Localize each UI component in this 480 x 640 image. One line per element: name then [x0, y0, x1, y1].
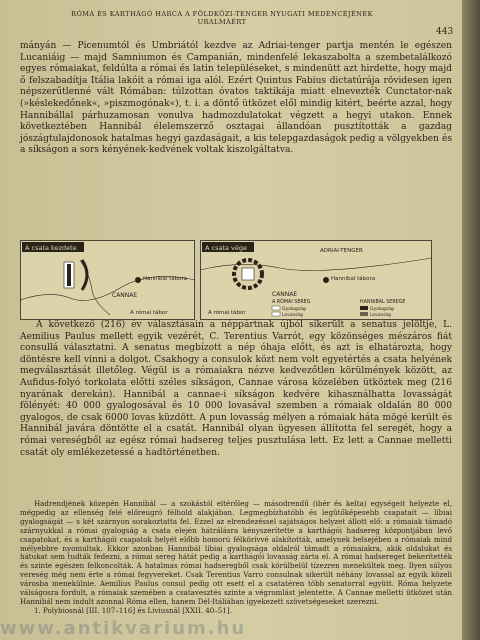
battle-start-map [20, 240, 195, 320]
map-left-label-camp: Hannibal tábora [143, 276, 188, 282]
legend-roman-infantry: Gyalogság [282, 307, 306, 312]
map-right-label-cannae: CANNAE [272, 291, 298, 298]
header-line-2: URALMÁÉRT [197, 18, 247, 26]
legend-hannibal-title: HANNIBAL SEREGE [360, 300, 406, 305]
map-left-label-roman-camp: A római tábor [130, 310, 168, 316]
map-right-title: A csata vége [205, 244, 248, 252]
running-header [52, 10, 392, 26]
map-left-label-cannae: CANNAE [112, 292, 138, 299]
legend-hannibal-cavalry: Lovasság [370, 313, 391, 318]
citation-footnote: 1. Polybiosnál [III. 107–116] és Liviusnál [XXII. 40–51]. [34, 605, 232, 615]
hannibal-camp-marker [135, 277, 141, 283]
watermark-text: www.antikvarium.hu [0, 618, 247, 639]
map-right-label-sea: ADRIAI-TENGER [320, 248, 363, 254]
book-spine [462, 0, 480, 640]
page-number: 443 [436, 27, 454, 37]
intro-paragraph: mányán — Picenumtól és Umbriától kezdve az Adriai-tenger partja mentén le egészen Lucaniáig — majd Samniumon és Campanián, mindenfelé lekaszabolta a szembetalálkozó egyes rómaiakat, feldúlta a római és latin településeket, s mindenütt azt hirdette, hogy majd ő felszabadítja Itália lakóit a római iga alól. Ezért Quintus Fabius dictatúrája rövidesen igen népszerűtlenné vált Rómában: túlzottan óvatos taktikája miatt elnevezték Cunctator-nak (»késlekedőnek«, »piszmogónak«), t. i. a döntő ütközet elől mindig kitért, beérte azzal, hogy Hannibállal párhuzamosan vonulva hadmozdulatokat végzett a hegyi utakon. Ennek következtében Hannibál élelemszerző osztagai állandóan pusztították a gazdag jószágtulajdonosok hatalmas hegyi gazdaságait, a kis telepgazdaságok pedig a völgyekben és a síkságon a sors kényének-kedvének voltak kiszolgáltatva. [20, 41, 452, 156]
main-paragraph: A következő (216) év választásain a néppártnak újból sikerült a senatus jelöltje, L. Aemilius Paulus mellett egyik vezérét, C. Terentius Varrót, egy közönséges mészáros fiát consullá választatni. A senatus megbízott a nép óhaja előtt, és azt is elhatározta, hogy döntésre kell vinni a dolgot. Csakhogy a consulok közt nem volt egyetértés a csata helyének megválasztását illetőleg. Végül is a rómaiakra nézve kedvezőtlen körülmények között, az Aufidus-folyó torkolata előtti széles síkságon, Cannae városa közelében ütköztek meg (216 nyarának derekán). Hannibál a cannae-i síkságon kedvére kihasználhatta lovasságát fölényét: 40 000 gyalogosával és 10 000 lovasával szemben a rómaiak oldalán 80 000 gyalogos, de csak 6000 lovas küzdött. A pun lovasság mélyen a rómaiak háta mögé került és Hannibál javára döntötte el a csatát. Hannibál olyan ügyesen állította fel seregét, hogy a római vereségből az egész római hadsereg teljes pusztulása lett. Ez lett a Cannae melletti csatát oly emlékezetessé a hadtörténetben. [20, 320, 452, 458]
small-print-section [20, 500, 452, 618]
header-line-1: RÓMA ÉS KARTHÁGÓ HARCA A FÖLDKÖZI-TENGER NYUGATI MEDENCÉJÉNEK [71, 10, 373, 18]
legend-hannibal-infantry: Gyalogság [370, 307, 394, 312]
battle-end-svg [200, 240, 432, 320]
map-right-label-roman-camp: A római tábor [208, 310, 246, 316]
battle-start-svg [20, 240, 195, 320]
legend-roman-title: A RÓMAI SEREG [272, 300, 311, 305]
surrounded-romans [242, 268, 254, 280]
legend-roman-cavalry: Lovasság [282, 313, 303, 318]
hannibal-camp-marker-end [323, 277, 329, 283]
map-left-title: A csata kezdete [25, 244, 77, 252]
map-right-label-camp: Hannibal tábora [331, 276, 376, 282]
footnote-paragraph: Hadrendjének közepén Hannibál — a szokástól eltérőleg — másodrendű (ibér és kelta) egységeit helyezte el, mégpedig az ellenség felé előreugró félhold alakjában. Legmegbízhatóbb és legütőképesebb csapatait — líbiai gyalogságát — s két szárnyon sorakoztatta fel. Ezzel az elrendezéssel sajátságos helyzet állott elő: a rómaiak támadó szárnyukkal a római gyalogság a csata elején hátrálásra kényszerítette a karthágói hadsereg központjában levő csapatokat, és a karthágói csapatok helyét előbb homorú félkörívvé alakították, amelynek belsejében a rómaiak mind mélyebbre nyomultak. Ekkor azonban Hannibál líbiai gyalogsága oldalról támadt a rómaiakra, akik oldalukat és hátukat sem tudták fedezni, a római sereg hátát pedig a karthágói lovasság zárta el. A római hadsereget bekerítették és szinte egészen felkoncolták. A hatalmas római hadseregből csak körülbelül tízezren menekültek meg. Ilyen súlyos vereség még nem érte a római fegyvereket. Csak Terentius Varro consulnak sikerült néhány lovassal az egyik közeli városba menekülnie. Aemilius Paulus consul pedig ott esett el a csatatéren több senatorral együtt. Róma helyzete válságosra fordult, a rómaiak szemében a csatavesztés szinte a végromlást jelentette. A Cannae melletti ütközet után Hannibál nem indult azonnal Róma ellen, hanem Dél-Itáliában igyekezett szövetségeseket szerezni. [20, 499, 452, 606]
battle-end-map [200, 240, 432, 320]
